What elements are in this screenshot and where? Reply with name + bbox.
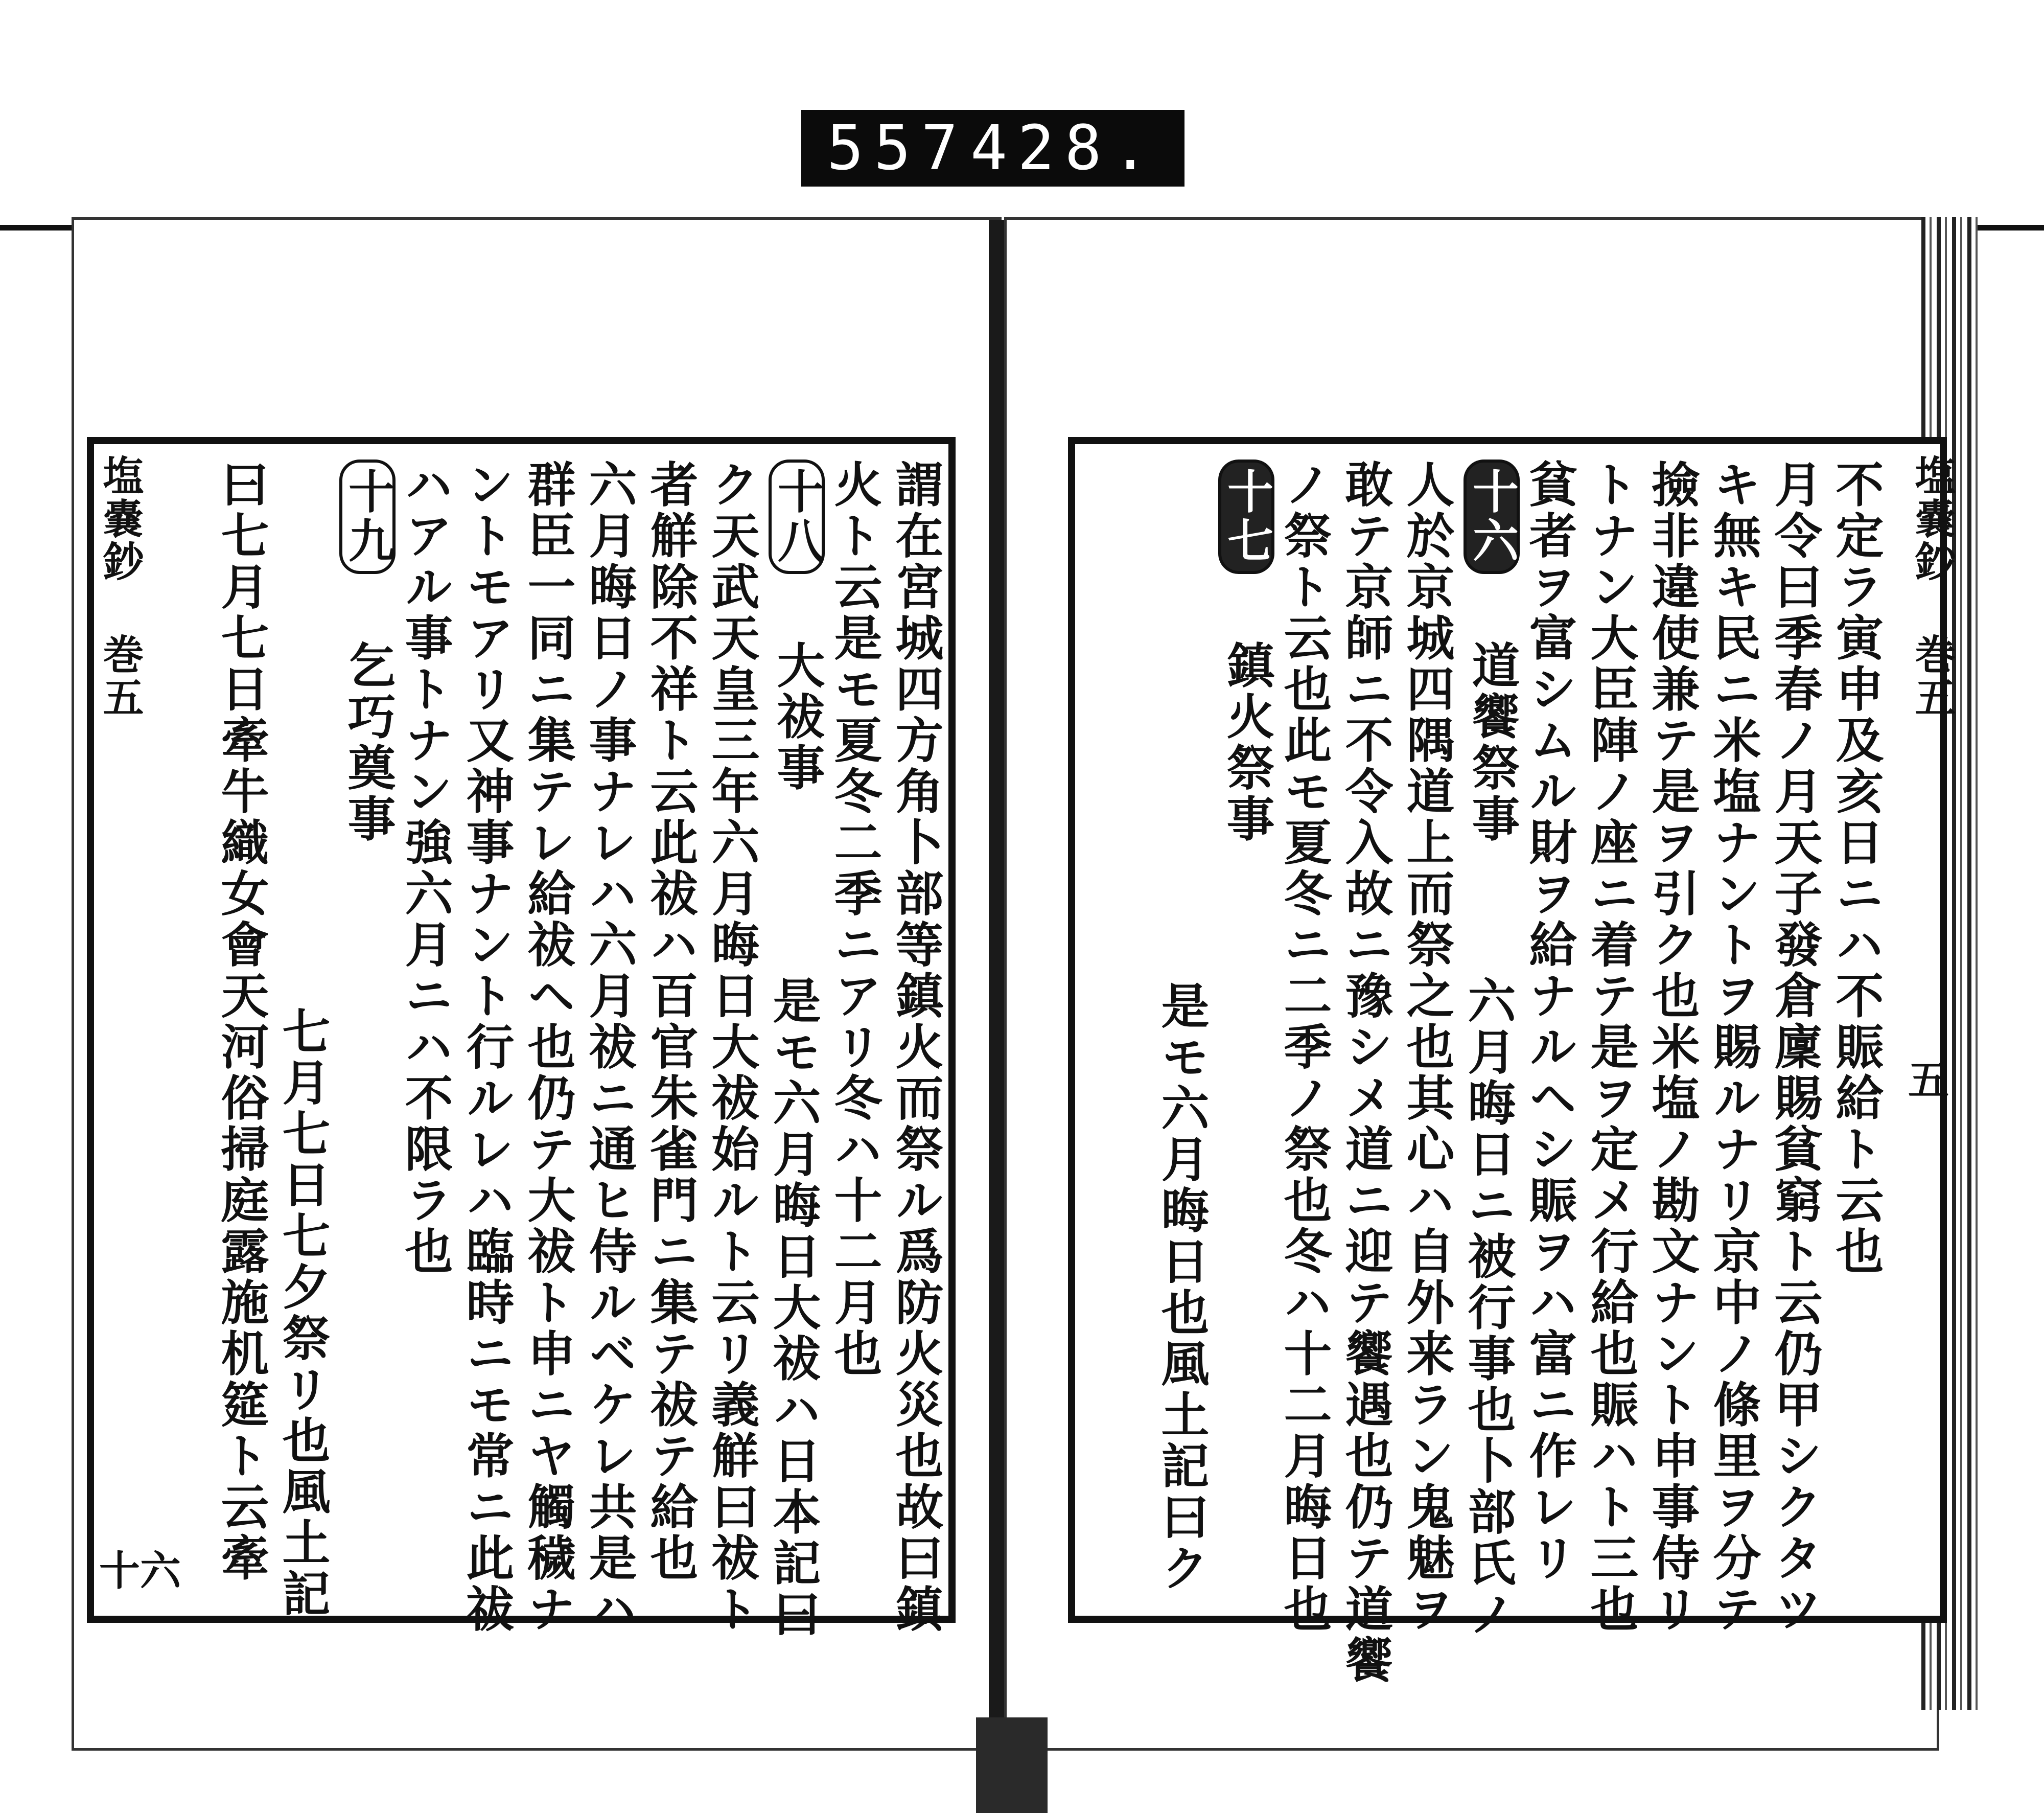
right-edge-strip <box>1978 225 2044 230</box>
left-heading-18 <box>769 460 825 794</box>
heading-19-text: 乞巧奠事 <box>339 640 396 845</box>
left-col-9: ントモアリ又神事ナント行ルレハ臨時ニモ常ニ此祓 <box>458 460 514 1635</box>
book-spine <box>989 220 1004 1809</box>
left-col-7: 六月晦日ノ事ナレハ六月祓ニ通ヒ侍ルベケレ共是ハ <box>580 460 637 1635</box>
right-col-11: ノ祭ト云也此モ夏冬ニ二季ノ祭也冬ハ十二月晦日也 <box>1275 460 1332 1635</box>
left-text-frame <box>87 437 956 1640</box>
right-margin-title: 塩嚢鈔 巻五 <box>1908 454 1956 719</box>
left-col-8: 群臣一同ニ集テレ給祓ヘ也仍テ大祓ト申ニヤ觸穢ナ <box>519 460 575 1635</box>
left-col-4: 是モ六月晦日大祓ハ日本記曰 <box>764 976 821 1640</box>
right-heading-17 <box>1218 460 1274 845</box>
left-col-2: 火ト云是モ夏冬二季ニアリ冬ハ十二月也 <box>826 460 882 1380</box>
right-col-5: トナン大臣陣ノ座ニ着テ是ヲ定メ行給也賑ハト三也 <box>1582 460 1638 1635</box>
left-col-13: 曰七月七日牽牛織女會天河俗掃庭露施机筵ト云牽 <box>213 460 269 1584</box>
left-col-6: 者觧除不祥ト云此祓ハ百官朱雀門ニ集テ祓テ給也 <box>642 460 698 1584</box>
left-col-10: ハアル事トナン強六月ニハ不限ラ也 <box>397 460 453 1277</box>
left-col-5: ク天武天皇三年六月晦日大祓始ルト云リ義觧曰祓ト <box>703 460 759 1635</box>
left-col-12: 七月七日七夕祭リ也風土記 <box>274 1006 330 1620</box>
heading-17-number: 十七 <box>1218 460 1274 574</box>
right-col-6: 貧者ヲ富シムル財ヲ給ナルヘシ賑ヲハ富ニ作レリ <box>1521 460 1577 1584</box>
right-col-2: 月令曰季春ノ月天子發倉廩賜貧窮ト云仍甲シクタツ <box>1766 460 1822 1635</box>
archive-label-right: 428. <box>970 112 1159 184</box>
heading-18-text: 大祓事 <box>769 640 825 794</box>
right-col-3: キ無キ民ニ米塩ナントヲ賜ルナリ京中ノ條里ヲ分テ <box>1705 460 1761 1635</box>
left-col-1: 謂在宮城四方角卜部等鎮火而祭ル爲防火災也故曰鎮 <box>887 460 943 1635</box>
left-margin-title: 塩嚢鈔 巻五 <box>96 454 144 719</box>
heading-18-number: 十八 <box>769 460 825 574</box>
heading-16-number: 十六 <box>1464 460 1520 574</box>
heading-16-text: 道饗祭事 <box>1464 640 1520 845</box>
right-text-frame <box>1068 437 1956 1686</box>
right-col-10: 敢テ京師ニ不令入故ニ豫シメ道ニ迎テ饗遇也仍テ道饗 <box>1337 460 1393 1686</box>
left-edge-strip <box>0 225 72 230</box>
left-heading-19 <box>339 460 396 845</box>
right-heading-16 <box>1464 460 1520 845</box>
right-col-13: 是モ六月晦日也風土記曰ク <box>1153 981 1209 1594</box>
right-col-8: 六月晦日ニ被行事也卜部氏ノ <box>1459 976 1516 1640</box>
heading-17-text: 鎮火祭事 <box>1218 640 1274 845</box>
archive-label <box>801 110 1184 187</box>
left-folio: 十六 <box>99 1547 181 1595</box>
right-folio: 五 <box>1908 1056 1949 1104</box>
archive-label-left: 557 <box>827 112 968 184</box>
right-col-9: 人於京城四隅道上而祭之也其心ハ自外来ラン鬼魅ヲ <box>1398 460 1454 1635</box>
right-col-1: 不定ラ寅申及亥日ニハ不賑給ト云也 <box>1827 460 1884 1277</box>
spine-foot <box>976 1717 1048 1813</box>
heading-19-number: 十九 <box>339 460 396 574</box>
right-col-4: 撿非違使兼テ是ヲ引ク也米塩ノ勘文ナント申事侍リ <box>1643 460 1700 1635</box>
